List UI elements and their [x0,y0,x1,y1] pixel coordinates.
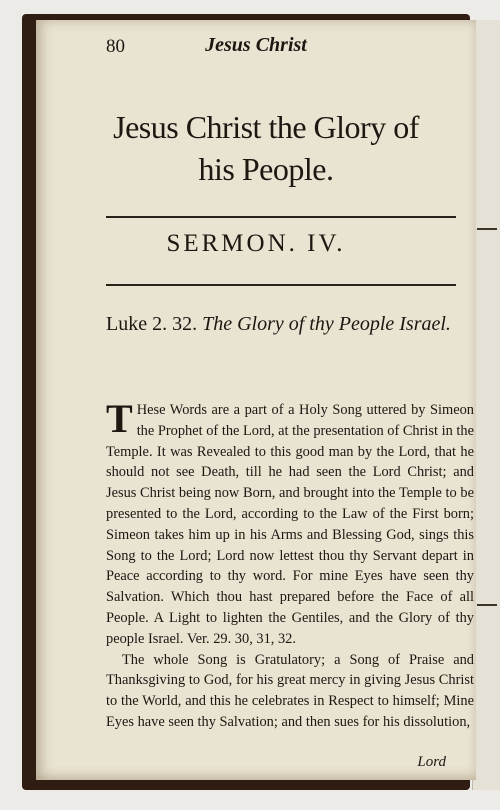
scripture-text [106,310,476,338]
rule-bottom [106,284,456,286]
scripture-reference: Luke 2. 32. [106,313,198,335]
title-line-2: his People. [198,151,334,187]
page-number: 80 [106,36,125,57]
book-page [36,20,476,780]
running-head: Jesus Christ [205,34,307,56]
catchword: Lord [417,754,446,770]
edge-mark [477,604,497,606]
sermon-body [106,396,474,733]
sermon-title [56,106,476,190]
edge-mark [477,228,497,230]
paragraph-2: The whole Song is Gratulatory; a Song of Praise and Thanksgiving to God, for his great mercy in giving Jesus Christ to the World, and this he celebrates in Respect to himself; Mine Eyes have seen thy Salvation; and then sues for his dissolution, [106,651,474,730]
paragraph-1 [106,396,474,650]
paragraph-1-text: Hese Words are a part of a Holy Song uttered by Simeon the Prophet of the Lord, at the presentation of Christ in the Temple. It was Revealed to this good man by the Lord, that he should not see Death, till he had seen the Lord Christ; and Jesus Christ being now Born, and brought into the Temple to be presented to the Lord, according to the Law of the First born; Simeon takes him up in his Arms and Blessing God, sings this Song to the Lord; Lord now lettest thou thy Servant depart in Peace according to thy word. For mine Eyes have seen thy Salvation. Which thou hast prepared before the Face of all People. A Light to lighten the Gentiles, and the Glory of thy people Israel. Ver. 29. 30, 31, 32. [106,402,474,647]
scripture-quote: The Glory of thy People Israel. [202,313,451,335]
title-line-1: Jesus Christ the Glory of [113,109,419,145]
rule-top [106,216,456,218]
drop-cap: T [106,396,133,441]
sermon-heading: SERMON. IV. [166,230,346,257]
next-page-edge [472,20,500,790]
